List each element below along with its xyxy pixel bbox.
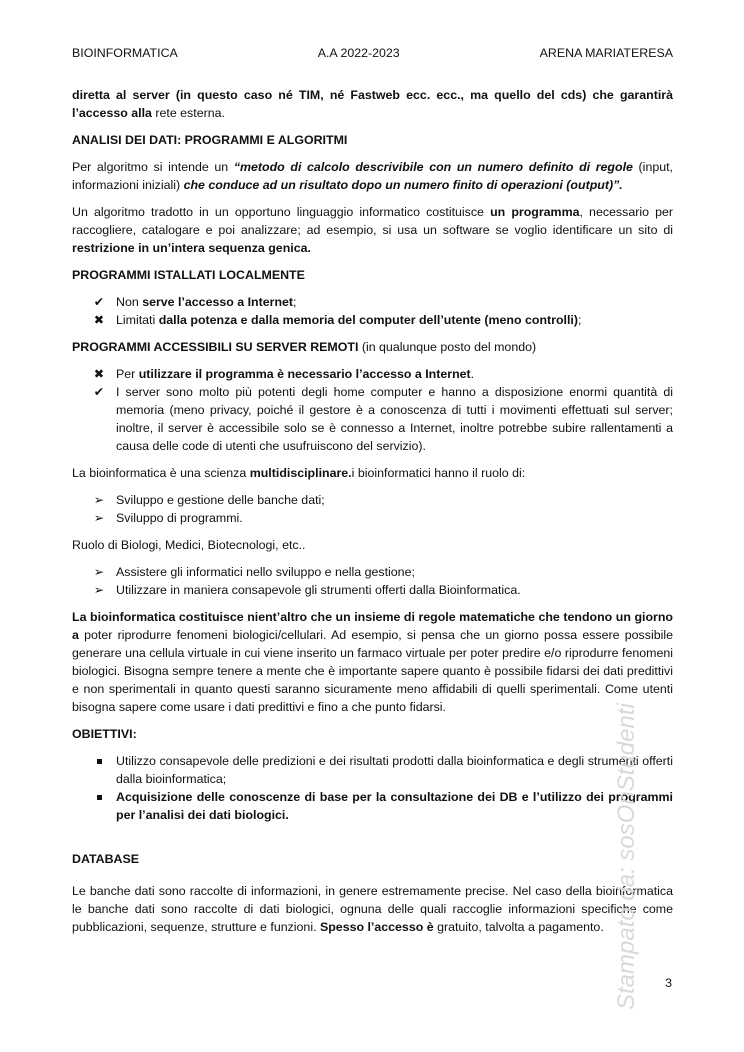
list-item (72, 293, 673, 311)
remoti-list (72, 365, 673, 455)
square-bullet-icon (92, 788, 106, 806)
obiettivi-heading: OBIETTIVI: (72, 727, 137, 741)
database-paragraph (72, 882, 673, 936)
text: Limitati (116, 313, 159, 327)
page-body (72, 86, 673, 945)
emph: La bioinformatica costituisce nient’altro che un insieme di regole matematiche che tendono un giorno a (72, 610, 673, 642)
heading: PROGRAMMI ACCESSIBILI SU SERVER REMOTI (72, 340, 359, 354)
text: La bioinformatica è una scienza (72, 466, 250, 480)
emph: “metodo di calcolo descrivibile con un numero definito di regole (233, 160, 633, 174)
text: Utilizzare in maniera consapevole gli strumenti offerti dalla Bioinformatica. (116, 583, 521, 597)
check-icon: ✔ (93, 295, 105, 309)
text: i bioinformatici hanno il ruolo di: (351, 466, 526, 480)
list-item (72, 563, 673, 581)
text: Per algoritmo si intende un (72, 160, 234, 174)
text: gratuito, talvolta a pagamento. (433, 920, 604, 934)
text: Utilizzo consapevole delle predizioni e dei risultati prodotti dalla bioinformatica e degli strumenti offerti dalla bioinformatica; (116, 754, 673, 786)
text: Sviluppo di programmi. (116, 511, 243, 525)
header-author: ARENA MARIATERESA (539, 46, 673, 60)
list-item (72, 383, 673, 455)
emph: Spesso l’accesso è (319, 920, 434, 934)
emph: un programma (490, 205, 580, 219)
page-header (72, 44, 673, 62)
text: ; (578, 313, 582, 327)
arrow-icon: ➢ (93, 493, 105, 507)
cross-icon: ✖ (93, 367, 105, 381)
locali-heading: PROGRAMMI ISTALLATI LOCALMENTE (72, 268, 305, 282)
list-item (72, 752, 673, 788)
text: poter riprodurre fenomeni biologici/cellulari. Ad esempio, si pensa che un giorno possa essere possibile generare una cellula virtuale in cui viene inserito un farmaco virtuale per poter predire e/o riprodurre fenomeni biologici. Bisogna sempre tenere a mente che è importante sapere quanto è possibile fidarsi dei dati predittivi e non sperimentali in quanto questi saranno sicuramente meno affidabili di quelli sperimentali. Come utenti bisogna sapere come usare i dati predittivi e fino a che punto fidarsi. (72, 628, 673, 714)
arrow-icon: ➢ (93, 511, 105, 525)
text: Le banche dati sono raccolte di informazioni, in genere estremamente precise. Nel caso della bioinformatica le banche dati sono raccolte di dati biologici, ognuna delle quali raccoglie informazioni specifiche come pubblicazioni, sequenze, strutture e funzioni. (72, 884, 673, 934)
ruoli-bio-list (72, 491, 673, 527)
emph: utilizzare il programma è necessario l’accesso a Internet (138, 367, 471, 381)
remoti-heading (72, 338, 673, 356)
text: Sviluppo e gestione delle banche dati; (116, 493, 325, 507)
emph: dalla potenza e dalla memoria del computer dell’utente (meno controlli) (158, 313, 578, 327)
list-item (72, 509, 673, 527)
note: (in qualunque posto del mondo) (358, 340, 537, 354)
list-item (72, 581, 673, 599)
text: Non (116, 295, 143, 309)
emph: serve l’accesso a Internet (142, 295, 294, 309)
check-icon: ✔ (93, 385, 105, 399)
text: Assistere gli informatici nello sviluppo e nella gestione; (116, 565, 415, 579)
emph: multidisciplinare. (249, 466, 352, 480)
header-year: A.A 2022-2023 (317, 46, 400, 60)
intro-bold: diretta al server (in questo caso né TIM, né Fastweb ecc. ecc., ma quello del cds) che garantirà l’accesso alla (72, 88, 673, 120)
intro-paragraph (72, 86, 673, 122)
emph: Acquisizione delle conoscenze di base per la consultazione dei DB e l’utilizzo dei programmi per l’analisi dei dati biologici. (116, 790, 673, 822)
programma-paragraph (72, 203, 673, 257)
page-number: 3 (665, 976, 672, 990)
text: Per (116, 367, 139, 381)
watermark: Stampato da: sosOnStudenti (613, 703, 640, 1010)
list-item (72, 365, 673, 383)
definizione-paragraph (72, 608, 673, 716)
header-course: BIOINFORMATICA (72, 46, 178, 60)
list-item (72, 491, 673, 509)
emph: restrizione in un’intera sequenza genica. (72, 241, 311, 255)
obiettivi-list (72, 752, 673, 824)
ruolo-biologi-paragraph: Ruolo di Biologi, Medici, Biotecnologi, etc.. (72, 538, 306, 552)
analisi-heading: ANALISI DEI DATI: PROGRAMMI E ALGORITMI (72, 133, 348, 147)
cross-icon: ✖ (93, 313, 105, 327)
text: Un algoritmo tradotto in un opportuno linguaggio informatico costituisce (72, 205, 491, 219)
arrow-icon: ➢ (93, 565, 105, 579)
algoritmo-paragraph (72, 158, 673, 194)
text: . (470, 367, 475, 381)
ruoli-biologi-list (72, 563, 673, 599)
multi-paragraph (72, 464, 673, 482)
database-heading: DATABASE (72, 852, 139, 866)
list-item (72, 311, 673, 329)
text: I server sono molto più potenti degli home computer e hanno a disposizione enormi quantità di memoria (meno privacy, poiché il gestore è a conoscenza di tutti i movimenti effettuati sul server; inoltre, il server è accessibile solo se è connesso a Internet, inoltre potrebbe subire rallentamenti a causa delle code di utenti che usufruiscono del servizio). (116, 385, 673, 453)
locali-list (72, 293, 673, 329)
text: (input, informazioni iniziali) (72, 160, 673, 192)
text: , necessario per raccogliere, catalogare e poi analizzare; ad esempio, si usa un software se voglio identificare un sito di (72, 205, 674, 237)
intro-rest: rete esterna. (155, 106, 225, 120)
list-item (72, 788, 673, 824)
emph: che conduce ad un risultato dopo un numero finito di operazioni (output)”. (183, 178, 623, 192)
arrow-icon: ➢ (93, 583, 105, 597)
text: ; (293, 295, 297, 309)
square-bullet-icon (92, 752, 106, 770)
